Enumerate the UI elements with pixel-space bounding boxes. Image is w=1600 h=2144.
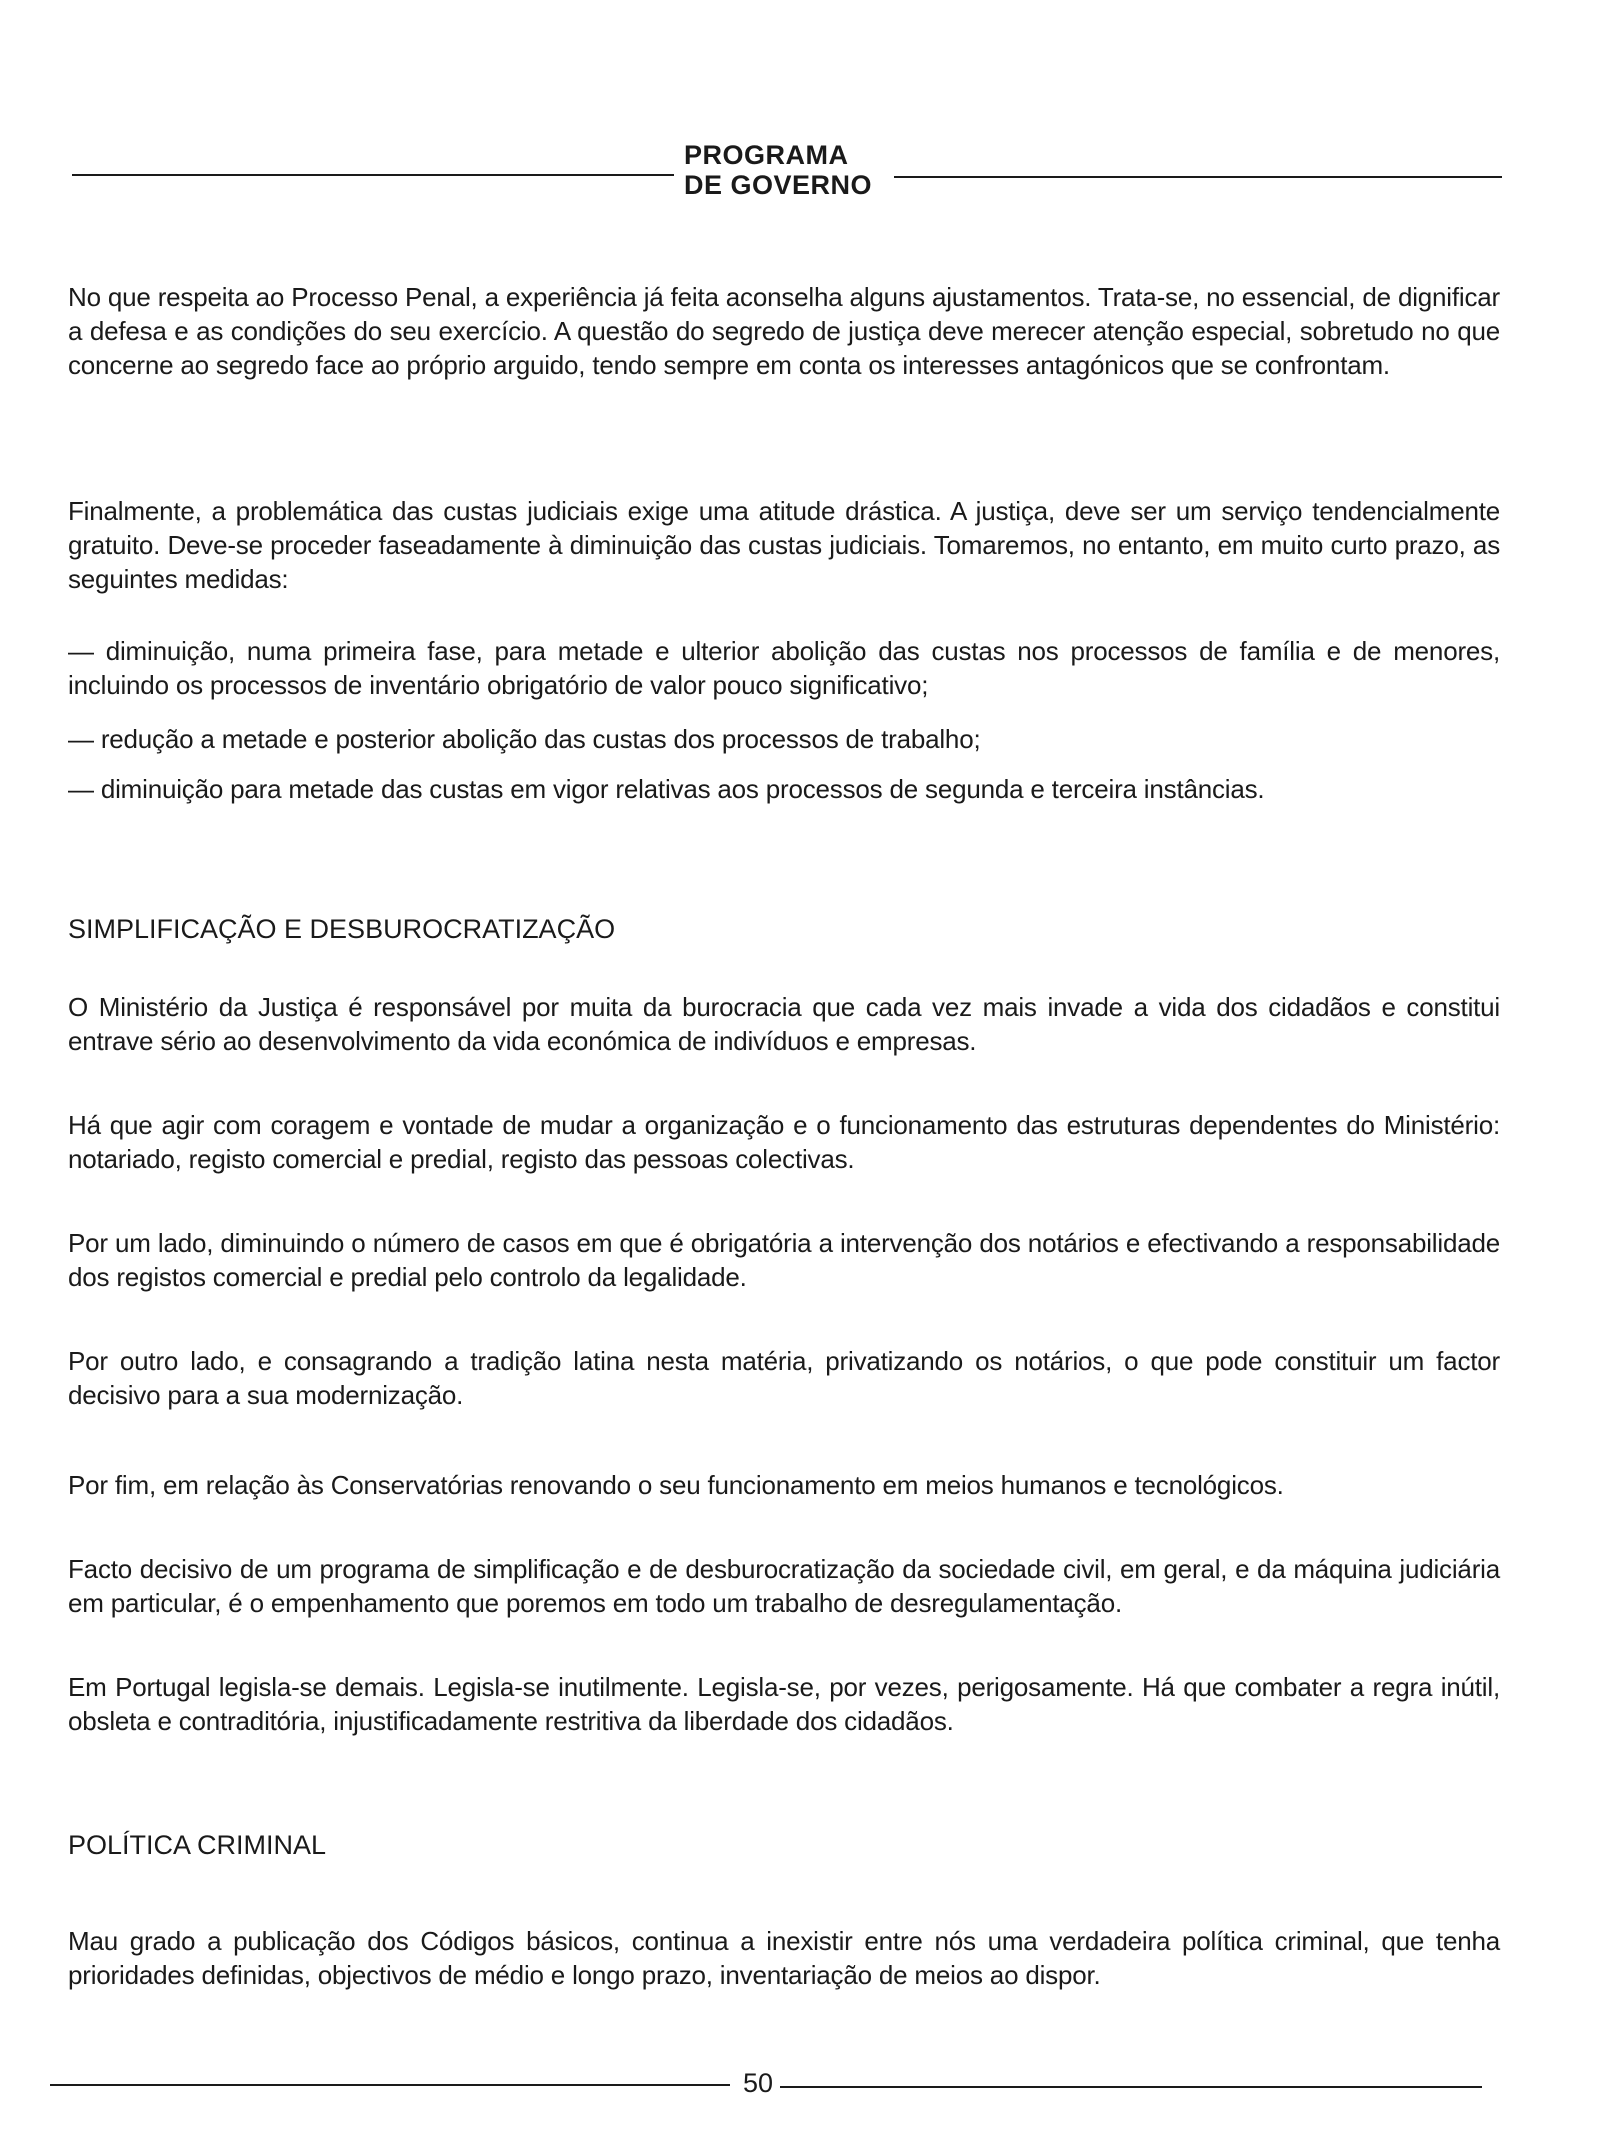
paragraph-text: Por outro lado, e consagrando a tradição latina nesta matéria, privatizando os notários, o que pode constituir um factor decisivo para a sua modernização. <box>68 1346 1500 1410</box>
paragraph-por-outro-lado <box>68 1344 1500 1412</box>
paragraph-text: Finalmente, a problemática das custas judiciais exige uma atitude drástica. A justiça, deve ser um serviço tendencialmente gratuito. Deve-se proceder faseadamente à diminuição das custas judiciais. Tomaremos, no entanto, em muito curto prazo, as seguintes medidas: <box>68 496 1500 594</box>
paragraph-text: Facto decisivo de um programa de simplificação e de desburocratização da sociedade civil, em geral, e da máquina judiciária em particular, é o empenhamento que poremos em todo um trabalho de desregulamentação. <box>68 1554 1500 1618</box>
header-title <box>684 140 894 200</box>
paragraph-custas-judiciais <box>68 494 1500 596</box>
footer-rule-left <box>50 2084 730 2086</box>
list-medidas-3 <box>68 772 1500 806</box>
paragraph-por-fim <box>68 1468 1500 1502</box>
paragraph-por-um-lado <box>68 1226 1500 1294</box>
header-title-line1: PROGRAMA <box>684 140 849 170</box>
paragraph-processo-penal <box>68 280 1500 382</box>
section-heading-politica-criminal: POLÍTICA CRIMINAL <box>68 1830 327 1860</box>
paragraph-text: O Ministério da Justiça é responsável por muita da burocracia que cada vez mais invade a vida dos cidadãos e constitui entrave sério ao desenvolvimento da vida económica de indivíduos e empresas. <box>68 992 1500 1056</box>
paragraph-coragem <box>68 1108 1500 1176</box>
section-heading-simplificacao: SIMPLIFICAÇÃO E DESBUROCRATIZAÇÃO <box>68 914 616 944</box>
paragraph-text: Por fim, em relação às Conservatórias renovando o seu funcionamento em meios humanos e tecnológicos. <box>68 1470 1284 1500</box>
paragraph-em-portugal <box>68 1670 1500 1738</box>
header-title-line2: DE GOVERNO <box>684 170 873 200</box>
page-header <box>72 140 1502 210</box>
list-medidas <box>68 634 1500 702</box>
paragraph-text: Mau grado a publicação dos Códigos básicos, continua a inexistir entre nós uma verdadeira política criminal, que tenha prioridades definidas, objectivos de médio e longo prazo, inventariação de meios ao dispor. <box>68 1926 1500 1990</box>
paragraph-text: Há que agir com coragem e vontade de mudar a organização e o funcionamento das estruturas dependentes do Ministério: notariado, registo comercial e predial, registo das pessoas colectivas. <box>68 1110 1500 1174</box>
paragraph-mau-grado <box>68 1924 1500 1992</box>
header-rule-right <box>894 176 1502 178</box>
paragraph-facto-decisivo <box>68 1552 1500 1620</box>
paragraph-text: Por um lado, diminuindo o número de casos em que é obrigatória a intervenção dos notários e efectivando a responsabilidade dos registos comercial e predial pelo controlo da legalidade. <box>68 1228 1500 1292</box>
list-item: — diminuição, numa primeira fase, para metade e ulterior abolição das custas nos processos de família e de menores, incluindo os processos de inventário obrigatório de valor pouco significativo; <box>68 636 1500 700</box>
list-item: — redução a metade e posterior abolição das custas dos processos de trabalho; <box>68 724 981 754</box>
header-rule-left <box>72 174 674 176</box>
list-item: — diminuição para metade das custas em vigor relativas aos processos de segunda e terceira instâncias. <box>68 774 1265 804</box>
page-number: 50 <box>742 2068 774 2098</box>
paragraph-text: No que respeita ao Processo Penal, a experiência já feita aconselha alguns ajustamentos. Trata-se, no essencial, de dignificar a defesa e as condições do seu exercício. A questão do segredo de justiça deve merecer atenção especial, sobretudo no que concerne ao segredo face ao próprio arguido, tendo sempre em conta os interesses antagónicos que se confrontam. <box>68 282 1500 380</box>
paragraph-text: Em Portugal legisla-se demais. Legisla-se inutilmente. Legisla-se, por vezes, perigosamente. Há que combater a regra inútil, obsleta e contraditória, injustificadamente restritiva da liberdade dos cidadãos. <box>68 1672 1500 1736</box>
footer-rule-right <box>780 2086 1482 2088</box>
page-footer <box>50 2064 1480 2104</box>
paragraph-ministerio <box>68 990 1500 1058</box>
list-medidas-2 <box>68 722 1500 756</box>
